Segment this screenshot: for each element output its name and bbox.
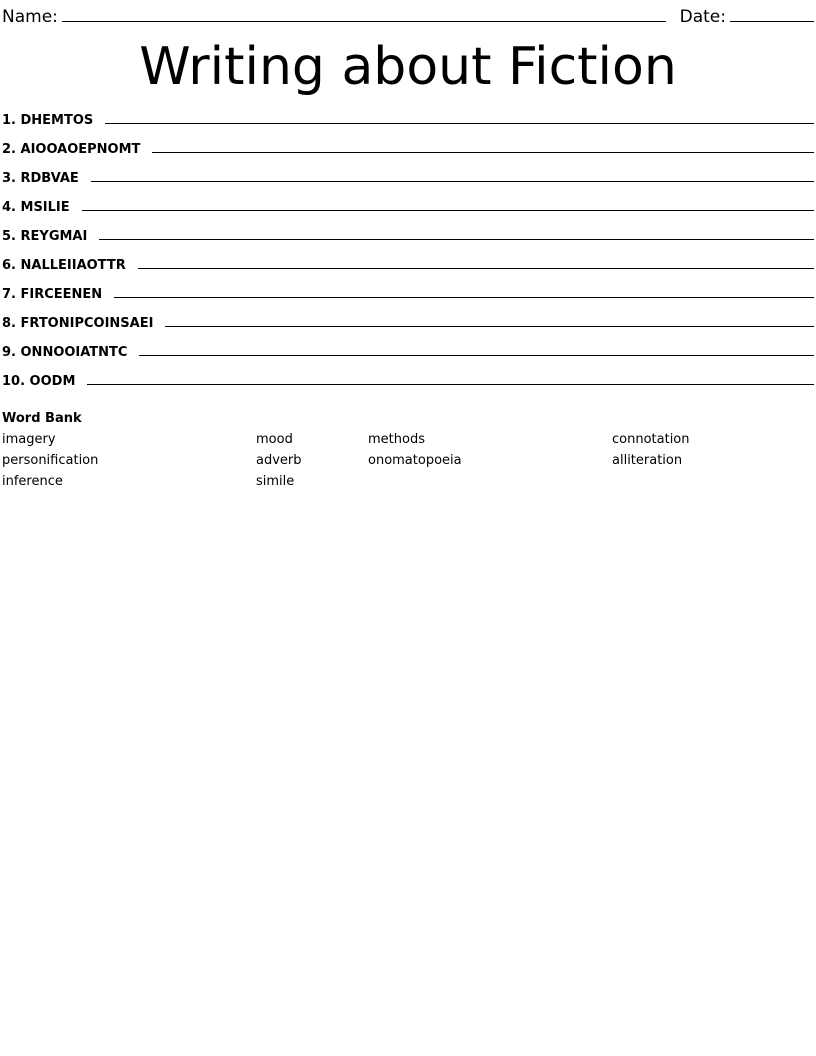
answer-blank-line[interactable] bbox=[165, 315, 814, 327]
scrambled-word: 5. REYGMAI bbox=[2, 229, 88, 245]
word-bank-word bbox=[612, 474, 814, 489]
date-blank-line[interactable] bbox=[730, 6, 814, 22]
word-bank-word: simile bbox=[256, 474, 295, 490]
answer-blank-line[interactable] bbox=[87, 373, 814, 385]
scrambled-word: 10. OODM bbox=[2, 374, 76, 390]
word-bank-word: personification bbox=[2, 453, 99, 469]
word-bank-grid bbox=[2, 432, 814, 489]
word-bank-word: mood bbox=[256, 432, 293, 448]
answer-blank-line[interactable] bbox=[152, 141, 814, 153]
list-item bbox=[2, 228, 814, 244]
answer-blank-line[interactable] bbox=[139, 344, 814, 356]
list-item bbox=[2, 286, 814, 302]
scrambled-word: 4. MSILIE bbox=[2, 200, 70, 216]
word-bank bbox=[0, 411, 816, 489]
scrambled-word: 8. FRTONIPCOINSAEI bbox=[2, 316, 154, 332]
name-blank-line[interactable] bbox=[62, 6, 666, 22]
word-bank-title: Word Bank bbox=[2, 411, 82, 427]
list-item bbox=[2, 315, 814, 331]
list-item bbox=[2, 112, 814, 128]
list-item bbox=[2, 170, 814, 186]
scrambled-word: 6. NALLEIIAOTTR bbox=[2, 258, 126, 274]
list-item bbox=[2, 199, 814, 215]
answer-blank-line[interactable] bbox=[114, 286, 814, 298]
scrambled-word: 3. RDBVAE bbox=[2, 171, 79, 187]
word-bank-word: imagery bbox=[2, 432, 56, 448]
list-item bbox=[2, 257, 814, 273]
page-title: Writing about Fiction bbox=[139, 37, 677, 97]
scrambled-word: 2. AIOOAOEPNOMT bbox=[2, 142, 141, 158]
scrambled-word: 7. FIRCEENEN bbox=[2, 287, 103, 303]
word-bank-word: alliteration bbox=[612, 453, 683, 469]
scrambled-word-list bbox=[0, 112, 816, 389]
answer-blank-line[interactable] bbox=[99, 228, 814, 240]
word-bank-word: methods bbox=[368, 432, 425, 448]
scrambled-word: 9. ONNOOIATNTC bbox=[2, 345, 128, 361]
word-bank-word: connotation bbox=[612, 432, 690, 448]
scrambled-word: 1. DHEMTOS bbox=[2, 113, 94, 129]
word-bank-word: adverb bbox=[256, 453, 302, 469]
date-label: Date: bbox=[679, 7, 726, 27]
list-item bbox=[2, 373, 814, 389]
header-row bbox=[0, 4, 816, 27]
name-label: Name: bbox=[2, 7, 58, 27]
word-bank-word: onomatopoeia bbox=[368, 453, 462, 469]
answer-blank-line[interactable] bbox=[105, 112, 814, 124]
list-item bbox=[2, 141, 814, 157]
list-item bbox=[2, 344, 814, 360]
word-bank-word bbox=[368, 474, 612, 489]
answer-blank-line[interactable] bbox=[82, 199, 814, 211]
word-bank-word: inference bbox=[2, 474, 63, 490]
answer-blank-line[interactable] bbox=[91, 170, 814, 182]
answer-blank-line[interactable] bbox=[138, 257, 814, 269]
